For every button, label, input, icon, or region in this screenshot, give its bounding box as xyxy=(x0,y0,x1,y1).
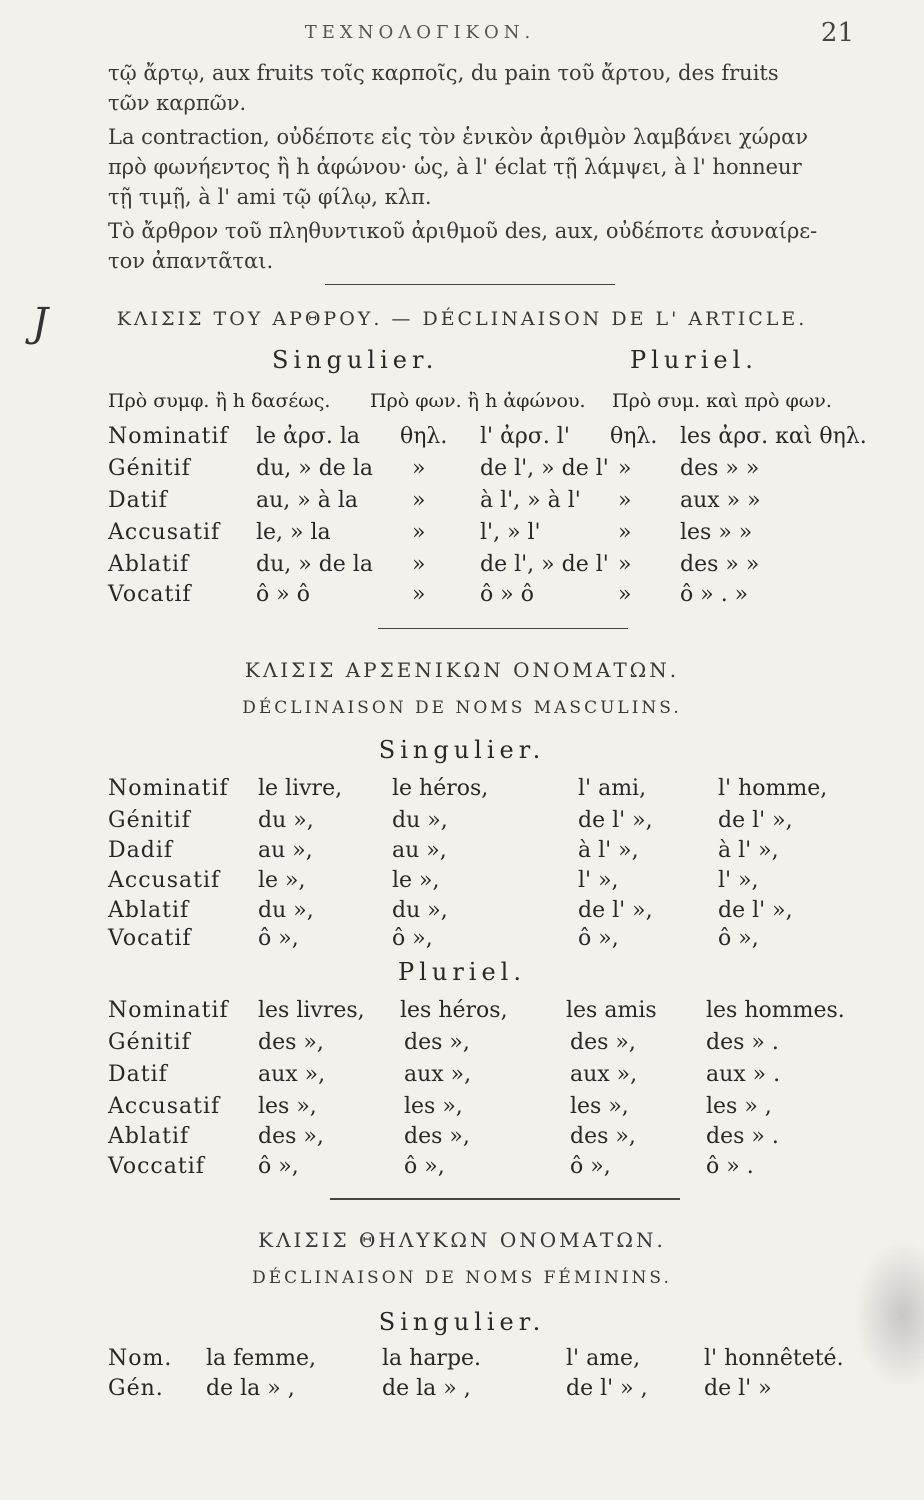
section-divider xyxy=(325,284,615,285)
cell: du, » de la xyxy=(256,552,373,577)
cell: » xyxy=(412,552,426,577)
cell: des » . xyxy=(706,1124,779,1149)
intro-line: τῶν καρπῶν. xyxy=(108,91,247,115)
cell: de la » , xyxy=(206,1376,295,1401)
feminine-heading-greek: ΚΛΙΣΙΣ ΘΗΛΥΚΩΝ ΟΝΟΜΑΤΩΝ. xyxy=(258,1228,666,1252)
cell: les ἀρσ. καὶ θηλ. xyxy=(680,424,867,449)
cell: au, » à la xyxy=(256,488,358,513)
cell: au », xyxy=(258,838,313,863)
article-heading: ΚΛΙΣΙΣ ΤΟΥ ΑΡΘΡΟΥ. — DÉCLINAISON DE L' ARTICLE. xyxy=(116,308,808,330)
cell: de l', » de l' xyxy=(480,456,609,481)
plural-label: Pluriel. xyxy=(398,958,526,986)
cell: du », xyxy=(392,898,448,923)
cell: » xyxy=(618,552,632,577)
case-label: Vocatif xyxy=(108,582,192,607)
case-label: Voccatif xyxy=(108,1154,205,1179)
masculine-heading-french: DÉCLINAISON DE NOMS MASCULINS. xyxy=(242,698,682,718)
col-head: Πρὸ συμ. καὶ πρὸ φων. xyxy=(612,390,832,412)
cell: l' ame, xyxy=(566,1346,641,1371)
table-row xyxy=(0,1154,924,1186)
case-label: Ablatif xyxy=(108,898,190,923)
cell: » xyxy=(412,582,426,607)
cell: du », xyxy=(258,808,314,833)
cell: de l' », xyxy=(718,898,793,923)
table-row xyxy=(0,520,924,552)
table-row xyxy=(0,868,924,900)
table-row xyxy=(0,1094,924,1126)
cell: le héros, xyxy=(392,776,489,801)
table-row xyxy=(0,998,924,1030)
table-row xyxy=(0,1030,924,1062)
intro-line: τῇ τιμῇ, à l' ami τῷ φίλῳ, κλπ. xyxy=(108,185,432,209)
plural-label: Pluriel. xyxy=(630,346,758,374)
cell: du », xyxy=(258,898,314,923)
col-head: Πρὸ φων. ἢ h ἀφώνου. xyxy=(370,390,586,412)
table-row xyxy=(0,552,924,584)
cell: des » » xyxy=(680,552,760,577)
cell: » xyxy=(618,520,632,545)
margin-mark: J xyxy=(32,300,49,346)
cell: le, » la xyxy=(256,520,331,545)
intro-line: τῷ ἄρτῳ, aux fruits τοῖς καρποῖς, du pain τοῦ ἄρτου, des fruits xyxy=(108,61,779,85)
cell: du », xyxy=(392,808,448,833)
cell: de la » , xyxy=(382,1376,471,1401)
cell: l' », xyxy=(718,868,759,893)
col-head: Πρὸ συμφ. ἢ h δασέως. xyxy=(108,390,331,412)
case-label: Gén. xyxy=(108,1376,164,1401)
table-row xyxy=(0,582,924,614)
cell: » xyxy=(412,456,426,481)
cell: la femme, xyxy=(206,1346,317,1371)
table-row xyxy=(0,776,924,808)
intro-line: πρὸ φωνήεντος ἢ h ἀφώνου· ὡς, à l' éclat τῇ λάμψει, à l' honneur xyxy=(108,155,802,179)
case-label: Vocatif xyxy=(108,926,192,951)
masculine-heading-greek: ΚΛΙΣΙΣ ΑΡΣΕΝΙΚΩΝ ΟΝΟΜΑΤΩΝ. xyxy=(244,658,680,682)
cell: aux », xyxy=(570,1062,638,1087)
table-row xyxy=(0,488,924,520)
cell: aux » » xyxy=(680,488,761,513)
cell: à l', » à l' xyxy=(480,488,581,513)
cell: des », xyxy=(258,1030,324,1055)
case-label: Génitif xyxy=(108,808,191,833)
cell: les amis xyxy=(566,998,657,1023)
cell: des » . xyxy=(706,1030,779,1055)
cell: l' ami, xyxy=(578,776,647,801)
cell: l' homme, xyxy=(718,776,828,801)
cell: les », xyxy=(258,1094,317,1119)
cell: de l' », xyxy=(578,898,653,923)
cell: ô », xyxy=(258,926,299,951)
cell: de l' », xyxy=(578,808,653,833)
cell: θηλ. xyxy=(400,424,448,449)
number-heads xyxy=(0,346,924,378)
cell: les », xyxy=(570,1094,629,1119)
cell: les hommes. xyxy=(706,998,845,1023)
case-label: Génitif xyxy=(108,456,191,481)
cell: des » » xyxy=(680,456,760,481)
cell: » xyxy=(618,456,632,481)
cell: de l', » de l' xyxy=(480,552,609,577)
cell: l' », xyxy=(578,868,619,893)
section-divider xyxy=(330,1198,680,1200)
cell: l' ἀρσ. l' xyxy=(480,424,570,449)
cell: ô », xyxy=(578,926,619,951)
cell: les » » xyxy=(680,520,753,545)
cell: le ἀρσ. la xyxy=(256,424,360,449)
cell: le », xyxy=(258,868,306,893)
case-label: Datif xyxy=(108,1062,168,1087)
cell: ô », xyxy=(258,1154,299,1179)
cell: » xyxy=(618,488,632,513)
cell: des », xyxy=(570,1030,636,1055)
cell: ô », xyxy=(392,926,433,951)
intro-line: τον ἀπαντᾶται. xyxy=(108,249,274,273)
cell: des », xyxy=(404,1124,470,1149)
table-row xyxy=(0,926,924,958)
table-row xyxy=(0,1062,924,1094)
cell: ô », xyxy=(404,1154,445,1179)
feminine-heading-french: DÉCLINAISON DE NOMS FÉMININS. xyxy=(252,1268,672,1288)
case-label: Accusatif xyxy=(108,868,221,893)
table-row xyxy=(0,808,924,840)
cell: aux » . xyxy=(706,1062,781,1087)
cell: les livres, xyxy=(258,998,365,1023)
singular-label: Singulier. xyxy=(378,1308,546,1336)
cell: aux », xyxy=(258,1062,326,1087)
running-header xyxy=(0,14,924,48)
table-row xyxy=(0,456,924,488)
table-row xyxy=(0,838,924,870)
cell: » xyxy=(618,582,632,607)
cell: les », xyxy=(404,1094,463,1119)
case-label: Nominatif xyxy=(108,424,229,449)
cell: à l' », xyxy=(578,838,639,863)
cell: au », xyxy=(392,838,447,863)
cell: la harpe. xyxy=(382,1346,482,1371)
cell: de l' » , xyxy=(566,1376,648,1401)
cell: à l' », xyxy=(718,838,779,863)
section-divider xyxy=(378,628,628,629)
cell: ô » ô xyxy=(256,582,310,607)
cell: des », xyxy=(404,1030,470,1055)
page-number: 21 xyxy=(820,18,854,48)
singular-label: Singulier. xyxy=(272,346,439,374)
cell: de l' » xyxy=(704,1376,772,1401)
cell: des », xyxy=(570,1124,636,1149)
case-label: Dadif xyxy=(108,838,174,863)
cell: » xyxy=(412,520,426,545)
case-label: Accusatif xyxy=(108,1094,221,1119)
intro-line: Τὸ ἄρθρον τοῦ πληθυντικοῦ ἀριθμοῦ des, aux, οὐδέποτε ἀσυναίρε- xyxy=(108,219,818,243)
table-row xyxy=(0,1376,924,1408)
singular-label: Singulier. xyxy=(378,736,546,764)
case-label: Nominatif xyxy=(108,776,229,801)
cell: des », xyxy=(258,1124,324,1149)
table-row xyxy=(0,424,924,456)
cell: ô », xyxy=(570,1154,611,1179)
case-label: Ablatif xyxy=(108,1124,190,1149)
cell: l', » l' xyxy=(480,520,541,545)
cell: θηλ. xyxy=(610,424,658,449)
cell: ô » ô xyxy=(480,582,534,607)
article-col-heads xyxy=(0,390,924,422)
cell: le », xyxy=(392,868,440,893)
case-label: Nominatif xyxy=(108,998,229,1023)
cell: les héros, xyxy=(400,998,508,1023)
paper-stain xyxy=(854,1240,924,1390)
table-row xyxy=(0,1124,924,1156)
running-title: ΤΕΧΝΟΛΟΓΙΚΟΝ. xyxy=(304,22,536,43)
cell: de l' », xyxy=(718,808,793,833)
cell: les » , xyxy=(706,1094,772,1119)
cell: ô » . » xyxy=(680,582,749,607)
cell: ô » . xyxy=(706,1154,754,1179)
intro-line: La contraction, οὐδέποτε εἰς τὸν ἑνικὸν ἀριθμὸν λαμβάνει χώραν xyxy=(108,125,809,149)
cell: le livre, xyxy=(258,776,343,801)
cell: aux », xyxy=(404,1062,472,1087)
cell: » xyxy=(412,488,426,513)
cell: l' honnêteté. xyxy=(704,1346,844,1371)
case-label: Génitif xyxy=(108,1030,191,1055)
table-row xyxy=(0,1346,924,1378)
cell: du, » de la xyxy=(256,456,373,481)
case-label: Nom. xyxy=(108,1346,173,1371)
cell: ô », xyxy=(718,926,759,951)
case-label: Accusatif xyxy=(108,520,221,545)
case-label: Datif xyxy=(108,488,168,513)
case-label: Ablatif xyxy=(108,552,190,577)
